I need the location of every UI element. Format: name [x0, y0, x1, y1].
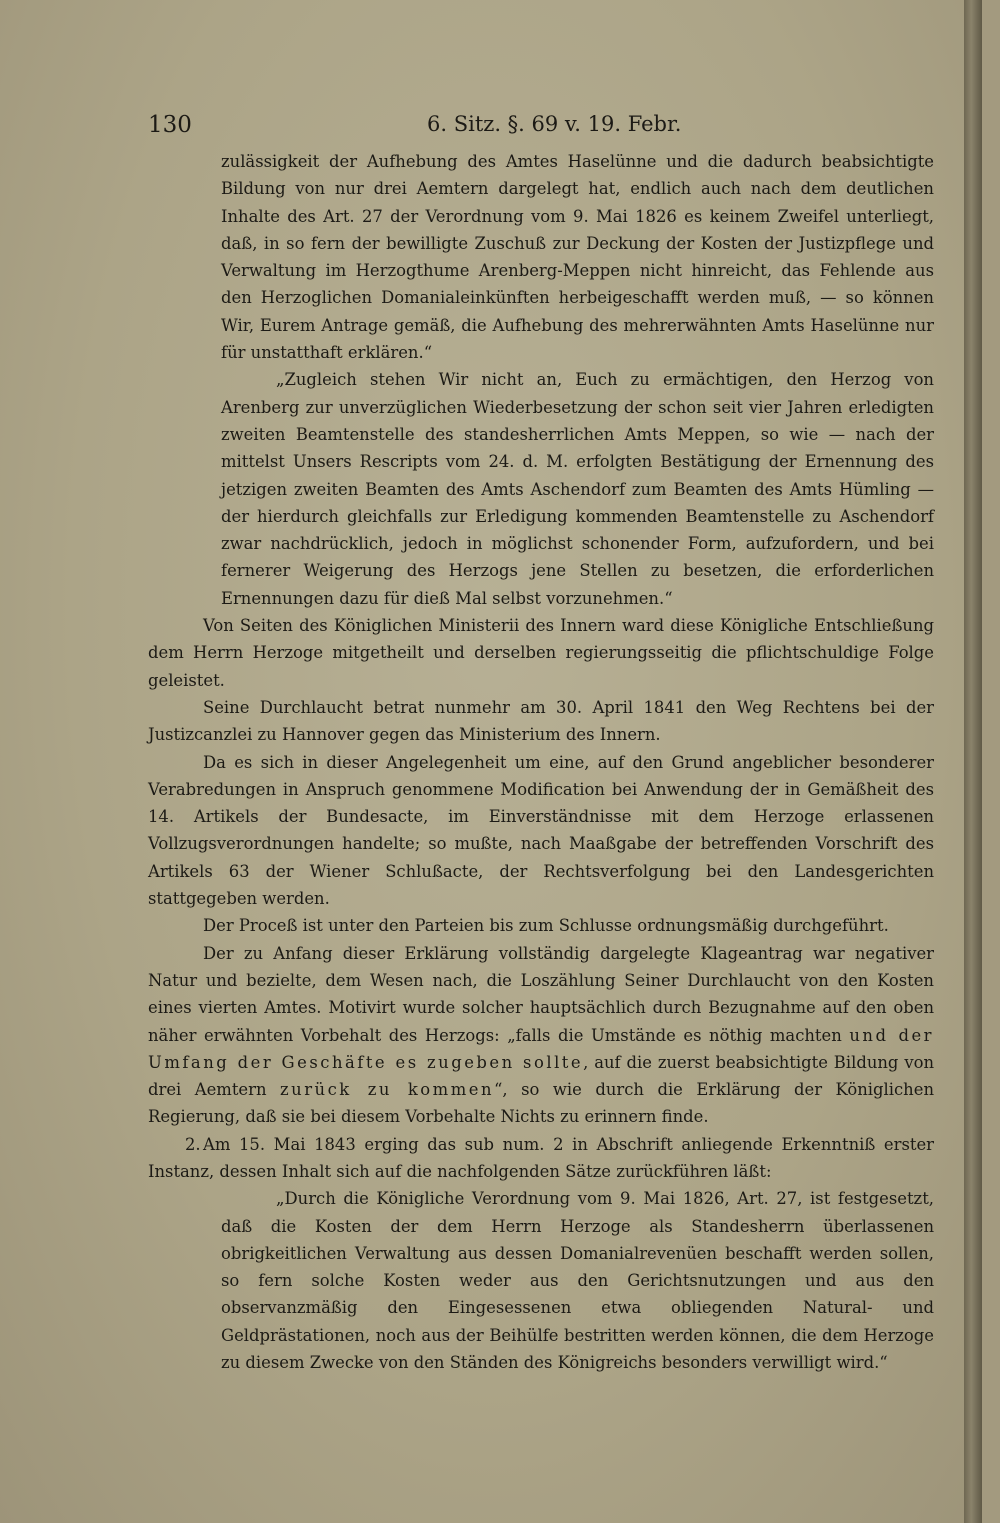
- text-run: “, so wie durch die Erklärung der Königlichen Regierung, daß sie bei diesem Vorbehalte Nichts zu erinnern finde.: [148, 1080, 934, 1127]
- paragraph-continued: zulässigkeit der Aufhebung des Amtes Haselünne und die dadurch beabsichtigte Bildung von nur drei Aemtern dargelegt hat, endlich auch nach dem deutlichen Inhalte des Art. 27 der Verordnung vom 9. Mai 1826 es keinem Zweifel unterliegt, daß, in so fern der bewilligte Zuschuß zur Deckung der Kosten der Justizpflege und Verwaltung im Herzogthume Arenberg-Meppen nicht hinreicht, das Fehlende aus den Herzoglichen Domanialeinkünften herbeigeschafft werden muß, — so können Wir, Eurem Antrage gemäß, die Aufhebung des mehrerwähnten Amts Haselünne nur für unstatthaft erklären.“: [221, 152, 934, 363]
- paragraph: Da es sich in dieser Angelegenheit um eine, auf den Grund angeblicher besonderer Verabredungen in Anspruch genommene Modification bei Anwendung der in Gemäßheit des 14. Artikels der Bundesacte, im Einverständnisse mit dem Herzoge erlassenen Vollzugsverordnungen handelte; so mußte, nach Maaßgabe der betreffenden Vorschrift des Artikels 63 der Wiener Schlußacte, der Rechtsverfolgung bei den Landesgerichten stattgegeben werden.: [148, 752, 934, 909]
- page-number: 130: [148, 112, 192, 138]
- page-edge: [964, 0, 982, 1523]
- running-head: 6. Sitz. §. 69 v. 19. Febr.: [427, 112, 682, 136]
- section-number: 2.: [185, 1134, 201, 1154]
- spaced-emphasis: und der Umfang der Geschäfte es zugeben sollte: [148, 1025, 935, 1072]
- text-run: Am 15. Mai 1843 erging das sub num. 2 in Abschrift anliegende Erkenntniß erster Instanz, dessen Inhalt sich auf die nachfolgenden Sätze zurückführen läßt:: [148, 1134, 934, 1181]
- paragraph: Seine Durchlaucht betrat nunmehr am 30. April 1841 den Weg Rechtens bei der Justizcanzlei zu Hannover gegen das Ministerium des Innern.: [148, 697, 934, 745]
- document-body: [148, 148, 934, 1376]
- paragraph-with-emphasis: [148, 940, 934, 1131]
- page-header: [148, 112, 948, 148]
- paragraph: Von Seiten des Königlichen Ministerii des Innern ward diese Königliche Entschließung dem Herrn Herzoge mitgetheilt und derselben regierungsseitig die pflichtschuldige Folge geleistet.: [148, 616, 934, 690]
- paragraph-quote: „Zugleich stehen Wir nicht an, Euch zu ermächtigen, den Herzog von Arenberg zur unverzüglichen Wiederbesetzung der schon seit vier Jahren erledigten zweiten Beamtenstelle des standesherrlichen Amts Meppen, so wie — nach der mittelst Unsers Rescripts vom 24. d. M. erfolgten Bestätigung der Ernennung des jetzigen zweiten Beamten des Amts Aschendorf zum Beamten des Amts Hümling — der hierdurch gleichfalls zur Erledigung kommenden Beamtenstelle zu Aschendorf zwar nachdrücklich, jedoch in möglichst schonender Form, aufzufordern, und bei fernerer Weigerung des Herzogs jene Stellen zu besetzen, die erforderlichen Ernennungen dazu für dieß Mal selbst vorzunehmen.“: [221, 370, 934, 608]
- text-run: , auf die zuerst beabsichtigte Bildung von drei Aemtern: [148, 1052, 934, 1100]
- spaced-emphasis: zurück zu kommen: [280, 1080, 495, 1100]
- paragraph: Der Proceß ist unter den Parteien bis zum Schlusse ordnungsmäßig durchgeführt.: [203, 916, 889, 936]
- paragraph-quote: „Durch die Königliche Verordnung vom 9. Mai 1826, Art. 27, ist festgesetzt, daß die Kosten der dem Herrn Herzoge als Standesherrn überlassenen obrigkeitlichen Verwaltung aus dessen Domanialrevenüen beschafft werden sollen, so fern solche Kosten weder aus den Gerichtsnutzungen und aus den observanzmäßig den Eingesessenen etwa obliegenden Natural- und Geldprästationen, noch aus der Beihülfe bestritten werden können, die dem Herzoge zu diesem Zwecke von den Ständen des Königreichs besonders verwilligt wird.“: [221, 1189, 934, 1373]
- numbered-paragraph: [148, 1131, 934, 1186]
- text-run: Der zu Anfang dieser Erklärung vollständig dargelegte Klageantrag war negativer Natur und bezielte, dem Wesen nach, die Loszählung Seiner Durchlaucht von den Kosten eines vierten Amtes. Motivirt wurde solcher hauptsächlich durch Bezugnahme auf den oben näher erwähnten Vorbehalt des Herzogs: „falls die Umstände es nöthig machten: [148, 943, 934, 1045]
